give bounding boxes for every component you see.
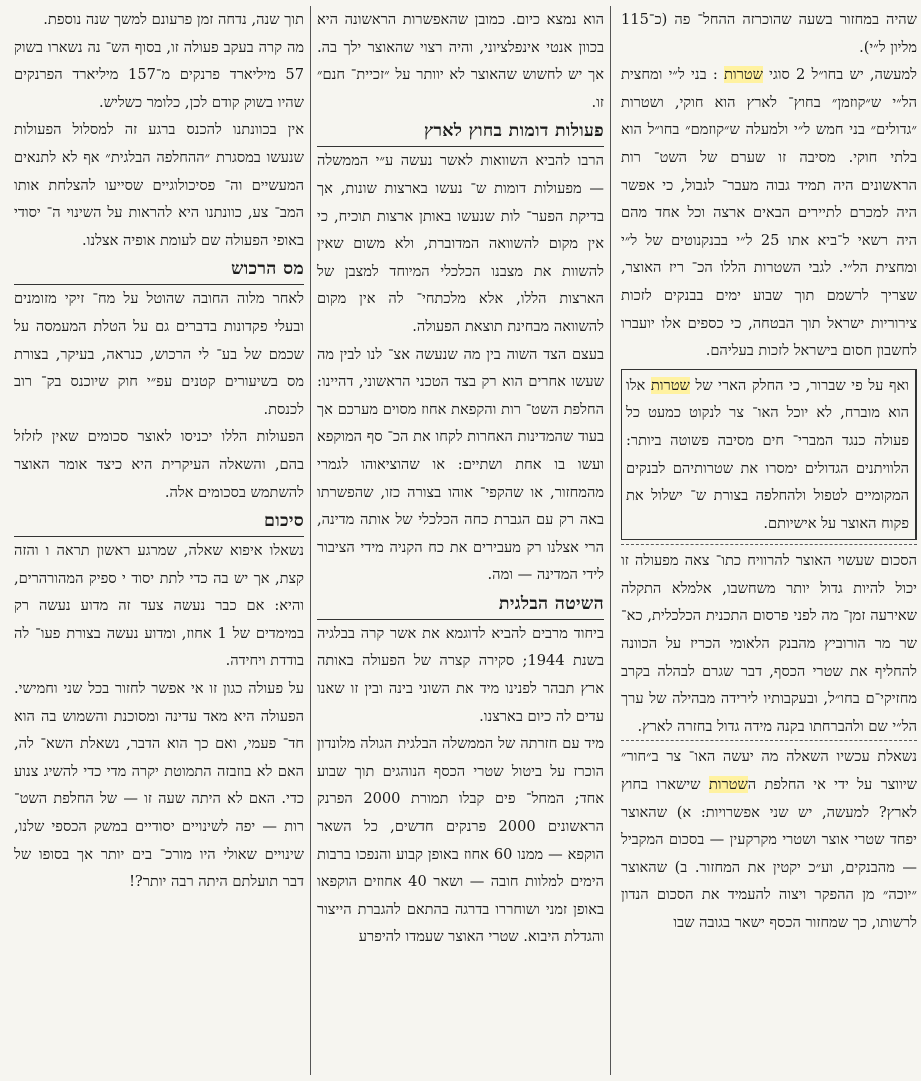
paragraph: שהיה במחזור בשעה שהוכרזה ההחל־ פה (כ־115 מליון ל״י). [621,11,917,56]
section-heading: השיטה הבלגית [317,589,604,620]
paragraph: אין בכוונתנו להכנס ברגע זה למסלול הפעולות שנעשו במסגרת ״ההחלפה הבלגית״ אף לא לתנאים המעשיים וה־ פסיכולוגיים שסייעו להצלחת אותו המב־ צע, כוונתנו היא להראות על השינוי ה־ יסודי באופי הפעולה שם לעומת אופיה אצלנו. [14,121,304,249]
paragraph: לאחר מלוה החובה שהוטל על מח־ זיקי מזומנים ובעלי פקדונות בדברים גם על הטלת המעמסה על שכמם של בע־ לי הרכוש, כנראה, בעיקר, בצורת מס בשיעורים קטנים עפ״י חוק שיוכנס בק־ רוב לכנסת. [14,290,304,418]
paragraph: הסכום שעשוי האוצר להרוויח כתו־ צאה מפעולה זו יכול להיות גדול יותר משחשבו, אלמלא התקלה שאירעה זמן־ מה לפני פרסום התכנית הכלכלית, כא־ שר מר הורוביץ מהבנק הלאומי הכריז על הכוונה להחליף את שטרי הכסף, דבר שגרם לבהלה בקרב מחזיקי־ם בחו״ל, ובעקבותיו לירידה מבהילה של ערך הל״י שם ולהברחתו בקנה מידה גדול בחזרה לארץ. [621,544,917,740]
paragraph: תוך שנה, נדחה זמן פרעונם למשך שנה נוספת. [43,11,304,28]
paragraph: נשאלו איפוא שאלה, שמרגע ראשון תראה ו והזה קצת, אך יש בה כדי לתת יסוד י ספיק המהורהרים, והיא: אם כבר נעשה צעד זה מדוע נעשה רק במימדים של 1 אחוז, ומדוע נעשה בצורת פעו־ לה בודדת ויחידה. [14,542,304,670]
highlighted-word: שטרות [650,376,690,394]
paragraph: למעשה, יש בחו״ל 2 סוגי שטרות : בני ל״י ומחצית הל״י ש״קוזמן״ בחוץ־ לארץ הוא חוקי, ושטרות ״גדולים״ בני חמש ל״י ולמעלה ש״קוזמם״ בחו״ל הוא בלתי חוקי. מסיבה זו שערם של השט־ רות הראשונים היה תמיד גבוה מעבר־ לגבול, כי אפשר היה למכרם לתיירים הבאים ארצה וכל אחד מהם היה רשאי ל־ביא אתו 25 ל״י בבנקנוטים של ל״י ומחצית הל״י. לגבי השטרות הללו הכ־ ריז האוצר, שצריך לרשמם תוך שבוע ימים בבנקים לזכות צירוריות ישראל תוך הבטחה, כי כספים אלו יועברו לחשבון חסום בישראל לזכות בעליהם. [621,66,917,360]
paragraph: הרבו להביא השוואות לאשר נעשה ע״י הממשלה — מפעולות דומות ש־ נעשו בארצות שונות, אך בדיקת הפער־ לות שנעשו באותן ארצות תוכיח, כי אין מקום להשוואה המדוברת, ולא משום שאין להשוות את מצבנו הכלכלי המיוחד למצבן של הארצות הללו, אלא מלכתחי־ לה אין מקום להשוואה מבחינת תוצאת הפעולה. [317,152,604,335]
section-heading: סיכום [14,506,304,537]
highlighted-word: שטרות [708,776,748,794]
highlighted-word: שטרות [723,66,763,84]
paragraph: על פעולה כגון זו אי אפשר לחזור בכל שני וחמישי. הפעולה היא מאד עדינה ומסוכנת והשמוש בה הוא חד־ פעמי, ואם כך הוא הדבר, נשאלת השא־ לה, האם לא בוזבזה התמוטת יקרה מדי כדי להשיג צנוע כדי. האם לא היתה שעה זו — של החלפת השט־ רות — יפה לשינויים יסודיים במשק הכספי שלנו, שינויים שאולי היו מורכ־ בים יותר אך בסופו של דבר תועלתם היתה רבה יותר?! [14,680,304,891]
paragraph: מיד עם חזרתה של הממשלה הבלגית הגולה מלונדון הוכרז על ביטול שטרי הכסף הנוהגים תוך שבוע אחד; המחל־ פים קבלו תמורת 2000 הפרנק הראשונים 2000 פרנקים חדשים, כל השאר הוקפא — ממנו 60 אחוז באופן קבוע והנפכו ברבות הימים למלוות חובה — ושאר 40 אחוזים הוקפאו באופן זמני ושוחררו בדרגה בהתאם להגברת הייצור והגדלת היבוא. שטרי האוצר שעמדו להיפרע [317,735,605,946]
paragraph: מה קרה בעקב פעולה זו, בסוף הש־ נה נשארו בשוק 57 מיליארד פרנקים מ־157 מיליארד הפרנקים שהיו בשוק קודם לכן, כלומר כשליש. [14,38,304,111]
paragraph: בעצם הצד השוה בין מה שנעשה אצ־ לנו לבין מה שעשו אחרים הוא רק בצד הטכני הראשוני, דהיינו: החלפת השט־ רות והקפאת אחוז מסוים מערכם אך בעוד שהמדינות האחרות לקחו את הכ־ סף המוקפא ועשו בו אחת ושתיים: או שהוציאוהו לגמרי מהמחזור, או שהקפי־ אוהו בצורה כזו, שהפשרתו באה רק עם הגברת כחה הכלכלי של אותה מדינה, הרי אצלנו רק מעבירים את כח הקניה מידי הציבור לידי המדינה — ומה. [317,345,604,584]
boxed-paragraph: ואף על פי שברור, כי החלק הארי של שטרות אלו הוא מוברח, לא יוכל האו־ צר לנקוט כמעט כל פעולה כנגד המברי־ חים מסיבה פשוטה ביותר: הלוויתנים הגדולים ימסרו את שטרותיהם לבנקים המקומיים לטפול ולהחלפה בצורת ש־ ישלול את פקוח האוצר על אישיותם. [621,369,917,541]
article-column-1 [617,6,917,1075]
paragraph: הוא נמצא כיום. כמובן שהאפשרות הראשונה היא בכוון אנטי אינפלציוני, והיה רצוי שהאוצר ילך בה. אך יש לחשוש שהאוצר לא יוותר על ״זכיית־ חנם״ זו. [317,11,604,111]
section-heading: פעולות דומות בחוץ לארץ [317,116,604,147]
article-column-3 [14,6,311,1075]
paragraph: ביחוד מרבים להביא לדוגמא את אשר קרה בבלגיה בשנת 1944; סקירה קצרה של הפעולה באותה ארץ תבהר לפנינו מיד את השוני בינה ובין זו שאנו עדים לה כיום בארצנו. [317,624,604,725]
paragraph: הפעולות הללו יכניסו לאוצר סכומים שאין לזלזל בהם, והשאלה העיקרית היא כיצד אומר האוצר להשתמש בסכומים אלה. [14,428,304,501]
paragraph: נשאלת עכשיו השאלה מה יעשה האו־ צר ב״חור״ שיווצר על ידי אי החלפת השטרות שישארו בחוץ לארץ? למעשה, יש שני אפשרויות: א) שהאוצר יפחד שטרי אוצר ושטרי מקרקעין — בסכום המקביל — מהבנקים, וע״כ יקטין את המחזור. ב) שהאוצר ״יוכה״ מן ההפקר ויצוה להעמיד את הסכום הנדון לרשותו, כך שמחזור הכסף ישאר בגובה שבו [621,740,917,936]
article-column-2 [317,6,611,1075]
section-heading: מס הרכוש [14,254,304,285]
